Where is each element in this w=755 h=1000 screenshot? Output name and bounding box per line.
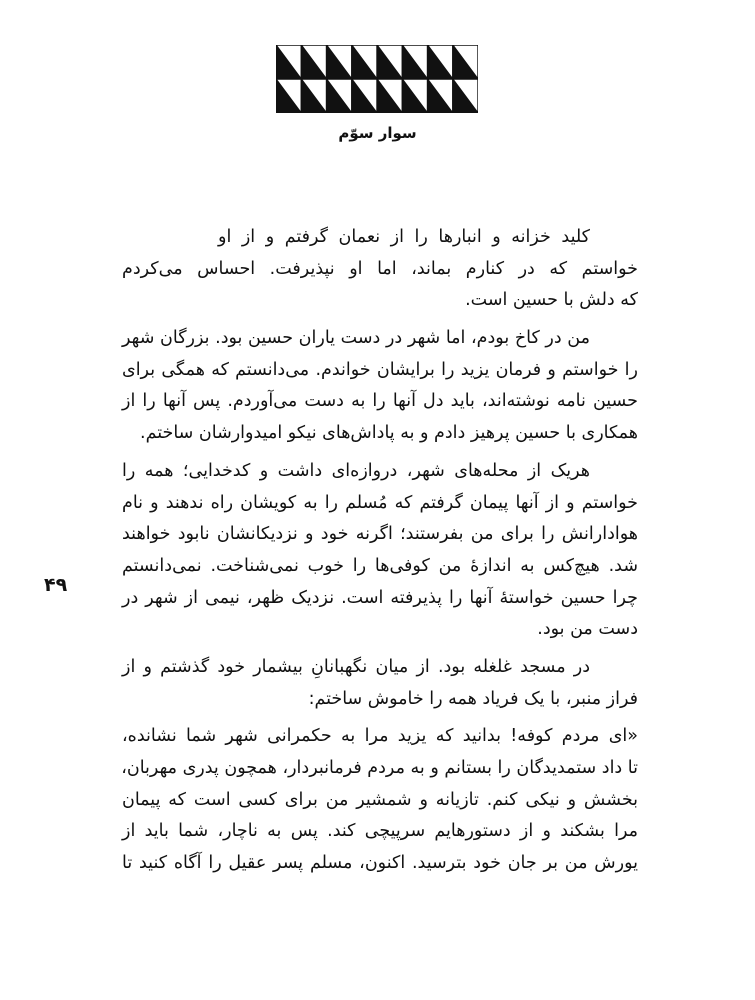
chapter-title: سوار سوّم: [338, 124, 417, 142]
triangle-ornament: [276, 45, 478, 113]
text-line: دست من بود.: [537, 619, 638, 640]
text-line: چرا حسین خواستهٔ آنها را پذیرفته است. نزدیک ظهر، نیمی از شهر در: [122, 587, 638, 608]
body-text: [122, 222, 638, 880]
text-line: را خواستم و فرمان یزید را برایشان خواندم. می‌دانستم که همگی برای: [122, 359, 638, 380]
text-line: یورش من بر جان خود بترسید. اکنون، مسلم پسر عقیل را آگاه کنید تا: [122, 853, 638, 874]
paragraph: [122, 721, 638, 879]
text-line: کلید خزانه و انبارها را از نعمان گرفتم و از او: [218, 227, 590, 247]
text-line: بخشش و نیکی کنم. تازیانه و شمشیر من برای کسی است که پیمان: [122, 789, 638, 810]
text-line: فراز منبر، با یک فریاد همه را خاموش ساختم:: [308, 688, 638, 709]
paragraph: [122, 222, 638, 317]
text-line: خواستم و از آنها پیمان گرفتم که مُسلم را به کویشان راه ندهند و نام: [122, 492, 638, 513]
text-line: تا داد ستمدیدگان را بستانم و به مردم فرمانبردار، همچون پدری مهربان،: [121, 758, 638, 778]
text-line: همکاری با حسین پرهیز دادم و به پاداش‌های نیکو امیدوارشان ساختم.: [140, 423, 638, 444]
text-line: «ای مردم کوفه! بدانید که یزید مرا به حکمرانی شهر شما نشانده،: [122, 726, 638, 747]
paragraph: [122, 456, 638, 646]
text-line: در مسجد غلغله بود. از میان نگهبانانِ بیشمار خود گذشتم و از: [122, 656, 590, 677]
text-line: که دلش با حسین است.: [465, 290, 638, 311]
text-line: من در کاخ بودم، اما شهر در دست یاران حسین بود. بزرگان شهر: [122, 328, 590, 349]
text-line: هوادارانش را برای من بفرستند؛ اگرنه خود و نزدیکانشان نابود خواهند: [122, 524, 638, 545]
page-number: ۴۹: [44, 574, 68, 596]
paragraph: [122, 323, 638, 450]
text-line: خواستم که در کنارم بماند، اما او نپذیرفت. احساس می‌کردم: [122, 258, 638, 279]
text-line: هریک از محله‌های شهر، دروازه‌ای داشت و کدخدایی؛ همه را: [122, 460, 590, 481]
paragraph: [122, 652, 638, 715]
text-line: حسین نامه نوشته‌اند، باید دل آنها را به دست می‌آوردم. پس آنها را از: [122, 391, 638, 412]
text-line: شد. هیچ‌کس به اندازهٔ من کوفی‌ها را خوب نمی‌شناخت. نمی‌دانستم: [122, 555, 638, 576]
text-line: مرا بشکند و از دستورهایم سرپیچی کند. پس به ناچار، شما باید از: [122, 821, 638, 842]
